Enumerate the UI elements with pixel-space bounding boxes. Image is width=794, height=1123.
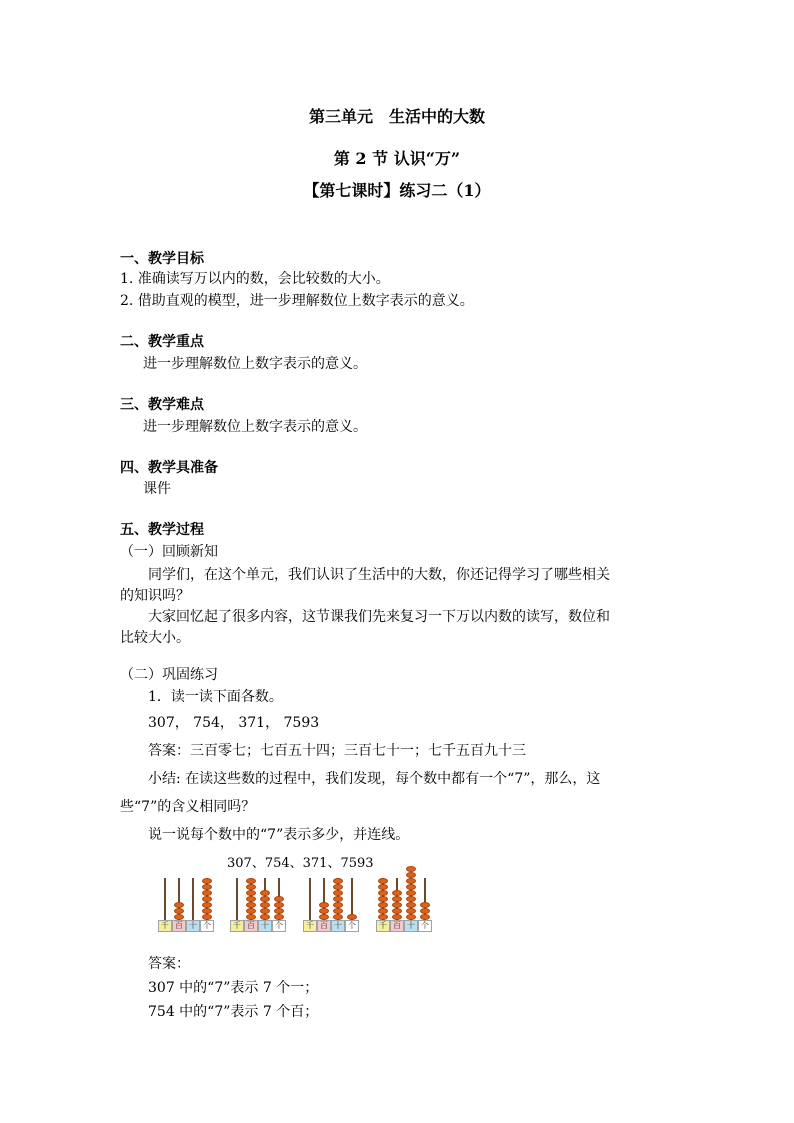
place-label: 百 (172, 920, 186, 932)
heading-difficulties: 三、教学难点 (120, 397, 204, 413)
abacus-bead (420, 902, 430, 908)
place-label: 千 (158, 920, 172, 932)
abacus-2 (230, 878, 290, 934)
place-label: 百 (244, 920, 258, 932)
materials-text: 课件 (143, 481, 171, 497)
abacus-bead (406, 878, 416, 884)
abacus-bead (378, 908, 388, 914)
figure-numbers: 307、754、371、7593 (227, 856, 374, 871)
heading-objectives: 一、教学目标 (120, 251, 204, 267)
summary-line-2: 些“7”的含义相同吗？ (120, 799, 256, 815)
question-1: 1．读一读下面各数。 (148, 689, 283, 705)
answer-2-line-1: 307 中的“7”表示 7 个一； (148, 980, 319, 996)
paragraph-2-line-2: 比较大小。 (120, 630, 190, 646)
abacus-bead (378, 896, 388, 902)
abacus-bead (420, 908, 430, 914)
paragraph-1-line-2: 的知识吗？ (120, 588, 190, 604)
abacus-bead (260, 902, 270, 908)
abacus-1 (158, 878, 218, 934)
abacus-bead (274, 896, 284, 902)
abacus-bead (378, 878, 388, 884)
abacus-bead (406, 872, 416, 878)
abacus-bead (202, 878, 212, 884)
abacus-bead (246, 878, 256, 884)
place-label: 十 (258, 920, 272, 932)
abacus-bead (333, 908, 343, 914)
abacus-bead (333, 902, 343, 908)
abacus-bead (260, 908, 270, 914)
abacus-bead (333, 884, 343, 890)
abacus-place-labels (230, 920, 290, 932)
abacus-bead (202, 884, 212, 890)
place-label: 十 (186, 920, 200, 932)
abacus-bead (406, 902, 416, 908)
place-label: 千 (230, 920, 244, 932)
section-title: 第 2 节 认识“万” (333, 149, 461, 168)
abacus-place-labels (376, 920, 436, 932)
place-label: 十 (404, 920, 418, 932)
abacus-bead (202, 890, 212, 896)
part-1-title: （一）回顾新知 (120, 544, 218, 560)
abacus-bead (202, 896, 212, 902)
abacus-bead (202, 908, 212, 914)
key-points-text: 进一步理解数位上数字表示的意义。 (143, 356, 367, 372)
abacus-rod (236, 878, 238, 920)
abacus-bead (246, 896, 256, 902)
abacus-bead (406, 896, 416, 902)
place-label: 百 (390, 920, 404, 932)
abacus-bead (333, 890, 343, 896)
answer-1: 答案：三百零七；七百五十四；三百七十一；七千五百九十三 (148, 743, 526, 759)
abacus-bead (246, 902, 256, 908)
abacus-3 (303, 878, 363, 934)
heading-key-points: 二、教学重点 (120, 334, 204, 350)
abacus-place-labels (158, 920, 218, 932)
objective-1: 1. 准确读写万以内的数，会比较数的大小。 (120, 271, 390, 287)
abacus-bead (378, 902, 388, 908)
abacus-bead (406, 890, 416, 896)
place-label: 个 (200, 920, 214, 932)
number-list: 307， 754， 371， 7593 (148, 715, 320, 731)
abacus-bead (260, 896, 270, 902)
answer-2-line-2: 754 中的“7”表示 7 个百； (148, 1004, 319, 1020)
abacus-bead (333, 896, 343, 902)
abacus-bead (406, 908, 416, 914)
abacus-bead (392, 902, 402, 908)
abacus-rod (192, 878, 194, 920)
heading-materials: 四、教学具准备 (120, 460, 218, 476)
abacus-rod (164, 878, 166, 920)
abacus-bead (406, 884, 416, 890)
difficulties-text: 进一步理解数位上数字表示的意义。 (143, 419, 367, 435)
abacus-bead (274, 908, 284, 914)
answer-2-label: 答案： (148, 956, 190, 972)
paragraph-2-line-1: 大家回忆起了很多内容，这节课我们先来复习一下万以内数的读写，数位和 (148, 609, 610, 625)
abacus-bead (319, 908, 329, 914)
abacus-bead (392, 908, 402, 914)
place-label: 百 (317, 920, 331, 932)
abacus-bead (246, 908, 256, 914)
abacus-bead (392, 890, 402, 896)
heading-process: 五、教学过程 (120, 522, 204, 538)
abacus-bead (202, 902, 212, 908)
abacus-bead (246, 884, 256, 890)
summary-line-1: 小结: 在读这些数的过程中，我们发现，每个数中都有一个“7”，那么，这 (148, 771, 601, 787)
abacus-bead (246, 890, 256, 896)
place-label: 十 (331, 920, 345, 932)
question-2: 说一说每个数中的“7”表示多少，并连线。 (148, 827, 410, 843)
abacus-bead (260, 890, 270, 896)
unit-title: 第三单元 生活中的大数 (308, 107, 485, 126)
place-label: 千 (303, 920, 317, 932)
paragraph-1-line-1: 同学们，在这个单元，我们认识了生活中的大数，你还记得学习了哪些相关 (148, 567, 610, 583)
place-label: 个 (345, 920, 359, 932)
place-label: 个 (272, 920, 286, 932)
abacus-bead (174, 902, 184, 908)
objective-2: 2. 借助直观的模型，进一步理解数位上数字表示的意义。 (120, 293, 474, 309)
abacus-bead (406, 866, 416, 872)
abacus-bead (378, 890, 388, 896)
abacus-rod (309, 878, 311, 920)
abacus-bead (392, 896, 402, 902)
abacus-4 (376, 878, 436, 934)
part-2-title: （二）巩固练习 (120, 667, 218, 683)
place-label: 个 (418, 920, 432, 932)
abacus-bead (319, 902, 329, 908)
place-label: 千 (376, 920, 390, 932)
abacus-bead (378, 884, 388, 890)
abacus-bead (274, 902, 284, 908)
abacus-bead (174, 908, 184, 914)
abacus-bead (333, 878, 343, 884)
abacus-place-labels (303, 920, 363, 932)
lesson-title: 【第七课时】练习二（1） (303, 181, 491, 200)
